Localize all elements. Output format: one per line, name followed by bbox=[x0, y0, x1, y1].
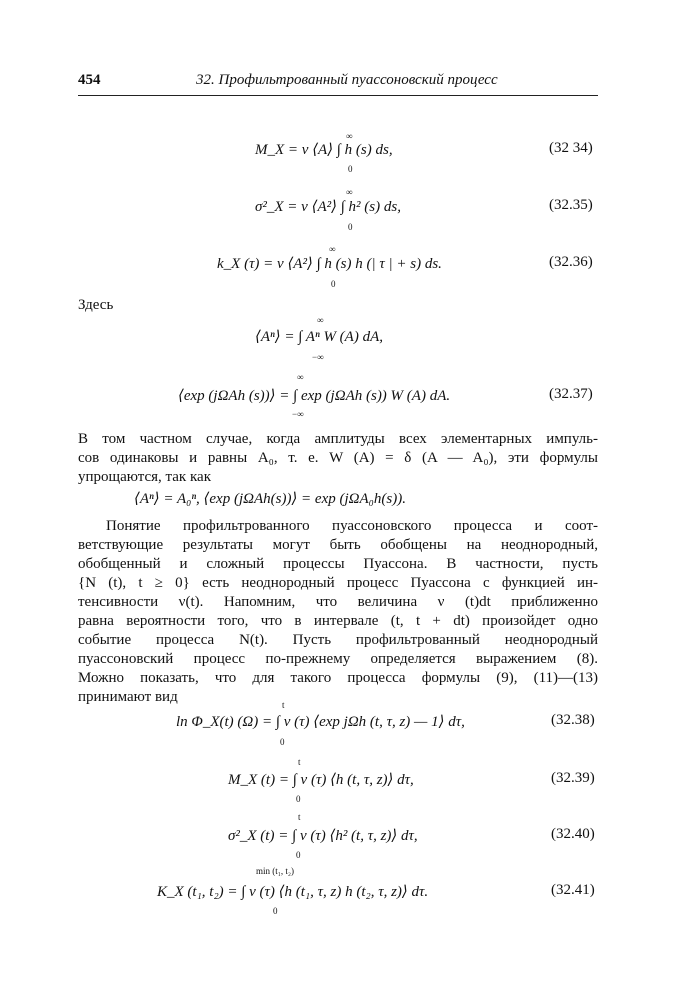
text-line: упрощаются, так как bbox=[78, 469, 211, 485]
header-rule bbox=[78, 95, 598, 96]
integral-upper-limit: ∞ bbox=[346, 187, 353, 197]
page-header bbox=[78, 72, 598, 94]
integral-upper-limit: t bbox=[298, 757, 301, 767]
page-number: 454 bbox=[78, 72, 101, 88]
text-line: Можно показать, что для такого процесса формулы (9), (11)—(13) bbox=[78, 670, 598, 686]
text-line: сов одинаковы и равны A₀, т. е. W (A) = δ (A — A₀), эти формулы bbox=[78, 450, 598, 466]
equation-number: (32 34) bbox=[549, 140, 593, 156]
equation-number: (32.38) bbox=[551, 712, 595, 728]
integral-upper-limit: ∞ bbox=[297, 372, 304, 382]
equation-text: ⟨exp (jΩAh (s))⟩ = ∫ exp (jΩAh (s)) W (A) dA. bbox=[178, 388, 451, 404]
text-line: Понятие профильтрованного пуассоновского процесса и соот- bbox=[106, 518, 598, 534]
equation-number: (32.36) bbox=[549, 254, 593, 270]
integral-upper-limit: ∞ bbox=[317, 315, 324, 325]
equation-text: σ²_X = ν ⟨A²⟩ ∫ h² (s) ds, bbox=[255, 199, 401, 215]
equation-number: (32.39) bbox=[551, 770, 595, 786]
text-line: ветствующие результаты могут быть обобщены на неоднородный, bbox=[78, 537, 598, 553]
equation-32-38 bbox=[176, 712, 465, 731]
integral-upper-limit: min (t₁, t₂) bbox=[256, 866, 295, 876]
text-line: обобщенный и сложный процессы Пуассона. В частности, пусть bbox=[78, 556, 598, 572]
equation-moment bbox=[255, 327, 383, 346]
text-line: принимают вид bbox=[78, 689, 178, 705]
integral-upper-limit: ∞ bbox=[329, 244, 336, 254]
text-line: тенсивности ν(t). Напомним, что величина ν (t)dt приближенно bbox=[78, 594, 598, 610]
equation-32-36 bbox=[217, 254, 442, 273]
equation-text: ln Φ_X(t) (Ω) = ∫ ν (τ) ⟨exp jΩh (t, τ, z) — 1⟩ dτ, bbox=[176, 714, 465, 730]
integral-lower-limit: 0 bbox=[280, 737, 285, 747]
text-line: В том частном случае, когда амплитуды всех элементарных импуль- bbox=[78, 431, 598, 447]
integral-lower-limit: −∞ bbox=[292, 409, 304, 419]
integral-lower-limit: 0 bbox=[296, 794, 301, 804]
integral-lower-limit: 0 bbox=[273, 906, 278, 916]
equation-32-40 bbox=[228, 826, 418, 845]
integral-lower-limit: −∞ bbox=[312, 352, 324, 362]
equation-number: (32.40) bbox=[551, 826, 595, 842]
equation-text: k_X (τ) = ν ⟨A²⟩ ∫ h (s) h (| τ | + s) ds. bbox=[217, 256, 442, 272]
integral-lower-limit: 0 bbox=[331, 279, 336, 289]
equation-32-41 bbox=[157, 882, 428, 901]
integral-lower-limit: 0 bbox=[348, 164, 353, 174]
text-line: равна вероятности того, что в интервале (t, t + dt) произойдет одно bbox=[78, 613, 598, 629]
equation-32-39 bbox=[228, 770, 414, 789]
integral-upper-limit: t bbox=[298, 812, 301, 822]
equation-number: (32.41) bbox=[551, 882, 595, 898]
integral-lower-limit: 0 bbox=[348, 222, 353, 232]
word-zdes: Здесь bbox=[78, 297, 114, 313]
text-line: пуассоновский процесс по-прежнему определяется выражением (8). bbox=[78, 651, 598, 667]
running-title: 32. Профильтрованный пуассоновский процесс bbox=[196, 72, 498, 88]
equation-number: (32.37) bbox=[549, 386, 593, 402]
equation-text: M_X = ν ⟨A⟩ ∫ h (s) ds, bbox=[255, 142, 393, 158]
equation-text: ⟨Aⁿ⟩ = ∫ Aⁿ W (A) dA, bbox=[255, 329, 383, 345]
inline-formula: ⟨Aⁿ⟩ = A₀ⁿ, ⟨exp (jΩAh(s))⟩ = exp (jΩA₀h(s)). bbox=[134, 491, 406, 507]
integral-upper-limit: t bbox=[282, 700, 285, 710]
equation-32-34 bbox=[255, 140, 393, 159]
integral-lower-limit: 0 bbox=[296, 850, 301, 860]
paragraph-special-case bbox=[78, 430, 598, 487]
equation-text: K_X (t₁, t₂) = ∫ ν (τ) ⟨h (t₁, τ, z) h (t₂, τ, z)⟩ dτ. bbox=[157, 884, 429, 900]
text-line: {N (t), t ≥ 0} есть неоднородный процесс Пуассона с функцией ин- bbox=[78, 575, 598, 591]
equation-32-37 bbox=[178, 386, 450, 405]
text-line: событие процесса N(t). Пусть профильтрованный неоднородный bbox=[78, 632, 598, 648]
equation-number: (32.35) bbox=[549, 197, 593, 213]
equation-text: σ²_X (t) = ∫ ν (τ) ⟨h² (t, τ, z)⟩ dτ, bbox=[228, 828, 418, 844]
integral-upper-limit: ∞ bbox=[346, 131, 353, 141]
equation-32-35 bbox=[255, 197, 401, 216]
paragraph-generalization bbox=[78, 517, 598, 707]
equation-text: M_X (t) = ∫ ν (τ) ⟨h (t, τ, z)⟩ dτ, bbox=[228, 772, 414, 788]
